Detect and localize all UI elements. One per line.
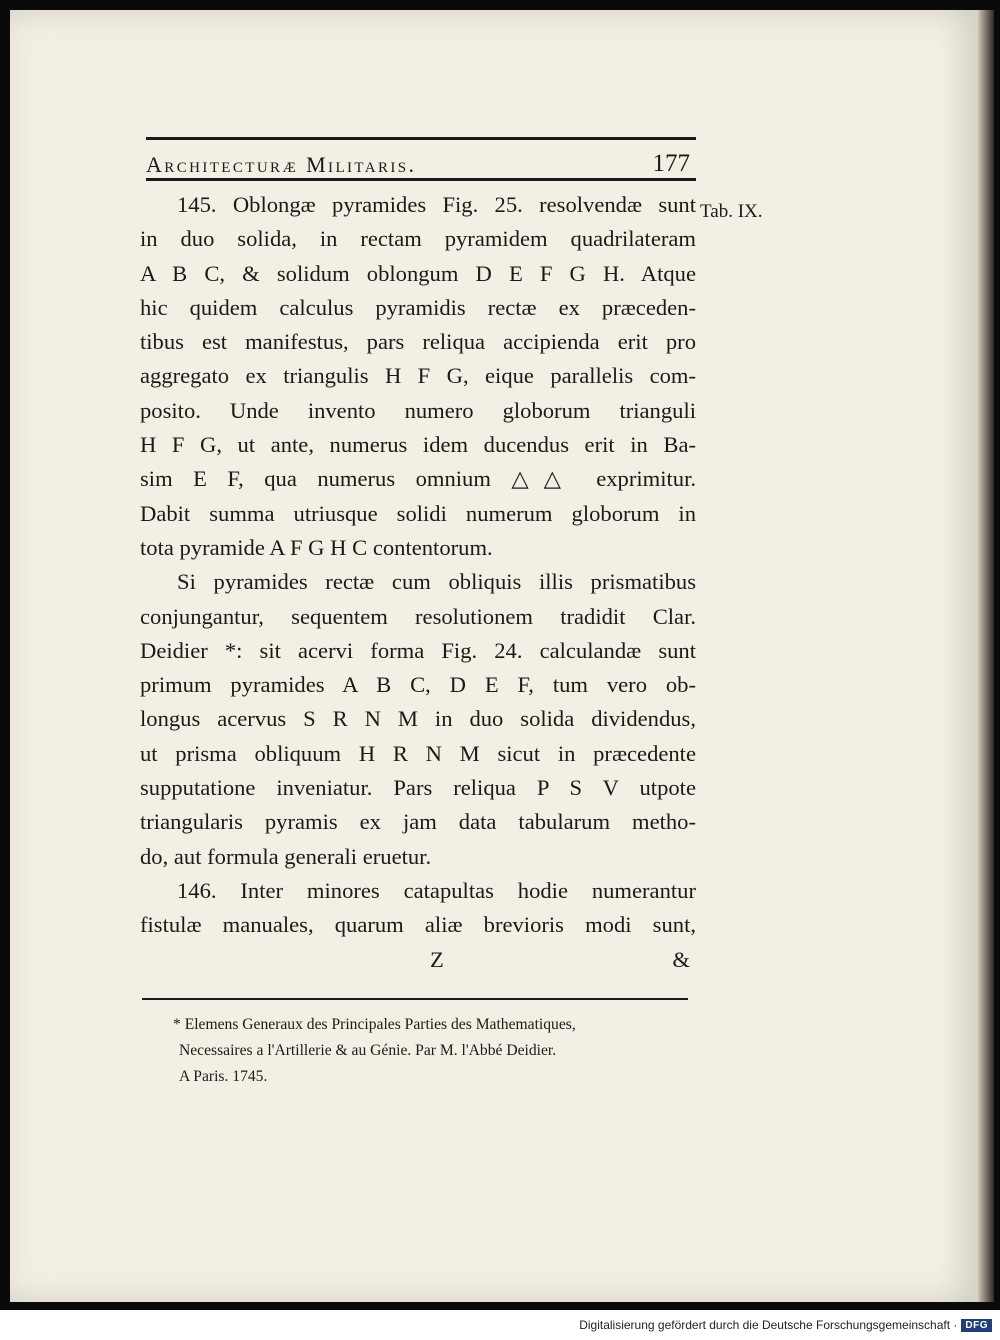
text-line: do, aut formula generali eruetur.	[140, 843, 432, 869]
footnote-line: Necessaires a l'Artillerie & au Génie. Par M. l'Abbé Deidier.	[179, 1042, 557, 1059]
catch-line	[140, 943, 696, 977]
text-line: triangularis pyramis ex jam data tabularum metho-	[140, 809, 696, 835]
footnote	[173, 1012, 703, 1090]
text-line: tota pyramide A F G H C contentorum.	[140, 534, 493, 560]
running-head-title: Architecturæ Militaris.	[146, 152, 417, 177]
text-line: longus acervus S R N M in duo solida dividendus,	[140, 706, 696, 732]
text-line: aggregato ex triangulis H F G, eique parallelis com-	[140, 363, 696, 389]
text-line: conjungantur, sequentem resolutionem tradidit Clar.	[140, 603, 696, 629]
text-line: H F G, ut ante, numerus idem ducendus erit in Ba-	[140, 432, 696, 458]
text-line: ut prisma obliquum H R N M sicut in præcedente	[140, 740, 696, 766]
text-line: supputatione inveniatur. Pars reliqua P S V utpote	[140, 775, 696, 801]
header-top-rule	[146, 137, 696, 140]
text-line: 145. Oblongæ pyramides Fig. 25. resolvendæ sunt	[177, 192, 696, 217]
text-line: sim E F, qua numerus omnium △△ exprimitur.	[140, 466, 696, 492]
text-line: Dabit summa utriusque solidi numerum globorum in	[140, 500, 696, 526]
text-line: A B C, & solidum oblongum D E F G H. Atque	[140, 260, 696, 286]
text-line: in duo solida, in rectam pyramidem quadrilateram	[140, 226, 696, 252]
running-header	[146, 142, 696, 178]
text-line: hic quidem calculus pyramidis rectæ ex præceden-	[140, 294, 696, 320]
main-text	[140, 188, 696, 977]
footnote-rule	[142, 998, 688, 1000]
page-number: 177	[652, 150, 690, 177]
footnote-line: A Paris. 1745.	[179, 1068, 268, 1085]
text-line: fistulæ manuales, quarum aliæ brevioris modi sunt,	[140, 912, 696, 938]
text-line: tibus est manifestus, pars reliqua accipienda erit pro	[140, 329, 696, 355]
digitization-credit	[579, 1318, 992, 1332]
page-edge	[978, 10, 994, 1302]
text-line: 146. Inter minores catapultas hodie numerantur	[177, 877, 696, 903]
header-bottom-rule	[146, 178, 696, 181]
text-line: posito. Unde invento numero globorum trianguli	[140, 397, 696, 423]
dfg-logo: DFG	[961, 1319, 992, 1332]
footnote-line: * Elemens Generaux des Principales Parties des Mathematiques,	[173, 1016, 576, 1033]
catchword: &	[672, 946, 690, 972]
text-line: Si pyramides rectæ cum obliquis illis prismatibus	[177, 569, 696, 595]
text-line: primum pyramides A B C, D E F, tum vero ob-	[140, 672, 696, 698]
text-line: Deidier *: sit acervi forma Fig. 24. calculandæ sunt	[140, 637, 696, 663]
margin-note: Tab. IX.	[700, 201, 763, 222]
credit-text: Digitalisierung gefördert durch die Deutsche Forschungsgemeinschaft ·	[579, 1318, 958, 1332]
signature-mark: Z	[430, 946, 444, 972]
